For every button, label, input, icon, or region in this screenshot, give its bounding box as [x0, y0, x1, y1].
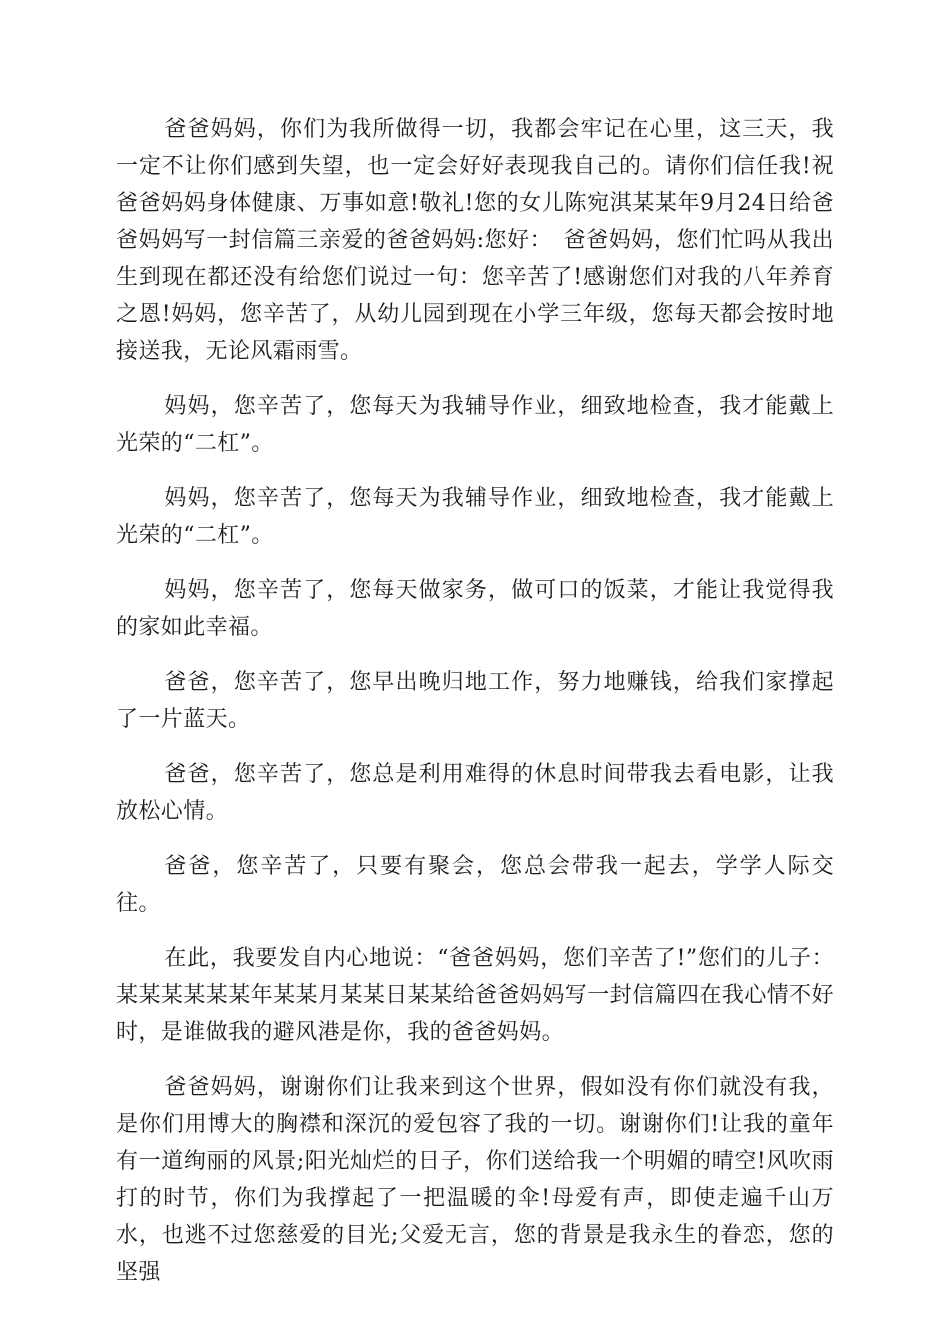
paragraph: 爸爸妈妈，你们为我所做得一切，我都会牢记在心里，这三天，我一定不让你们感到失望，也一定会好好表现我自己的。请你们信任我!祝爸爸妈妈身体健康、万事如意!敬礼!您的女儿陈宛淇某某年9月24日给爸爸妈妈写一封信篇三亲爱的爸爸妈妈:您好： 爸爸妈妈，您们忙吗从我出生到现在都还没有给您们说过一句：您辛苦了!感谢您们对我的八年养育之恩!妈妈，您辛苦了，从幼儿园到现在小学三年级，您每天都会按时地接送我，无论风霜雨雪。 [116, 117, 834, 364]
paragraph: 爸爸，您辛苦了，只要有聚会，您总会带我一起去，学学人际交往。 [116, 854, 834, 916]
paragraph: 妈妈，您辛苦了，您每天为我辅导作业，细致地检查，我才能戴上光荣的“二杠”。 [116, 486, 834, 548]
paragraph: 在此，我要发自内心地说：“爸爸妈妈，您们辛苦了!”您们的儿子：某某某某某某年某某月某某日某某给爸爸妈妈写一封信篇四在我心情不好时，是谁做我的避风港是你，我的爸爸妈妈。 [116, 946, 834, 1045]
paragraph: 爸爸，您辛苦了，您早出晚归地工作，努力地赚钱，给我们家撑起了一片蓝天。 [116, 670, 834, 732]
paragraph: 爸爸，您辛苦了，您总是利用难得的休息时间带我去看电影，让我放松心情。 [116, 762, 834, 824]
document-body [116, 111, 834, 1309]
paragraph: 妈妈，您辛苦了，您每天为我辅导作业，细致地检查，我才能戴上光荣的“二杠”。 [116, 394, 834, 456]
paragraph: 爸爸妈妈，谢谢你们让我来到这个世界，假如没有你们就没有我，是你们用博大的胸襟和深沉的爱包容了我的一切。谢谢你们!让我的童年有一道绚丽的风景;阳光灿烂的日子，你们送给我一个明媚的晴空!风吹雨打的时节，你们为我撑起了一把温暖的伞!母爱有声，即使走遍千山万水，也逃不过您慈爱的目光;父爱无言，您的背景是我永生的眷恋，您的坚强 [116, 1075, 834, 1285]
paragraph: 妈妈，您辛苦了，您每天做家务，做可口的饭菜，才能让我觉得我的家如此幸福。 [116, 578, 834, 640]
